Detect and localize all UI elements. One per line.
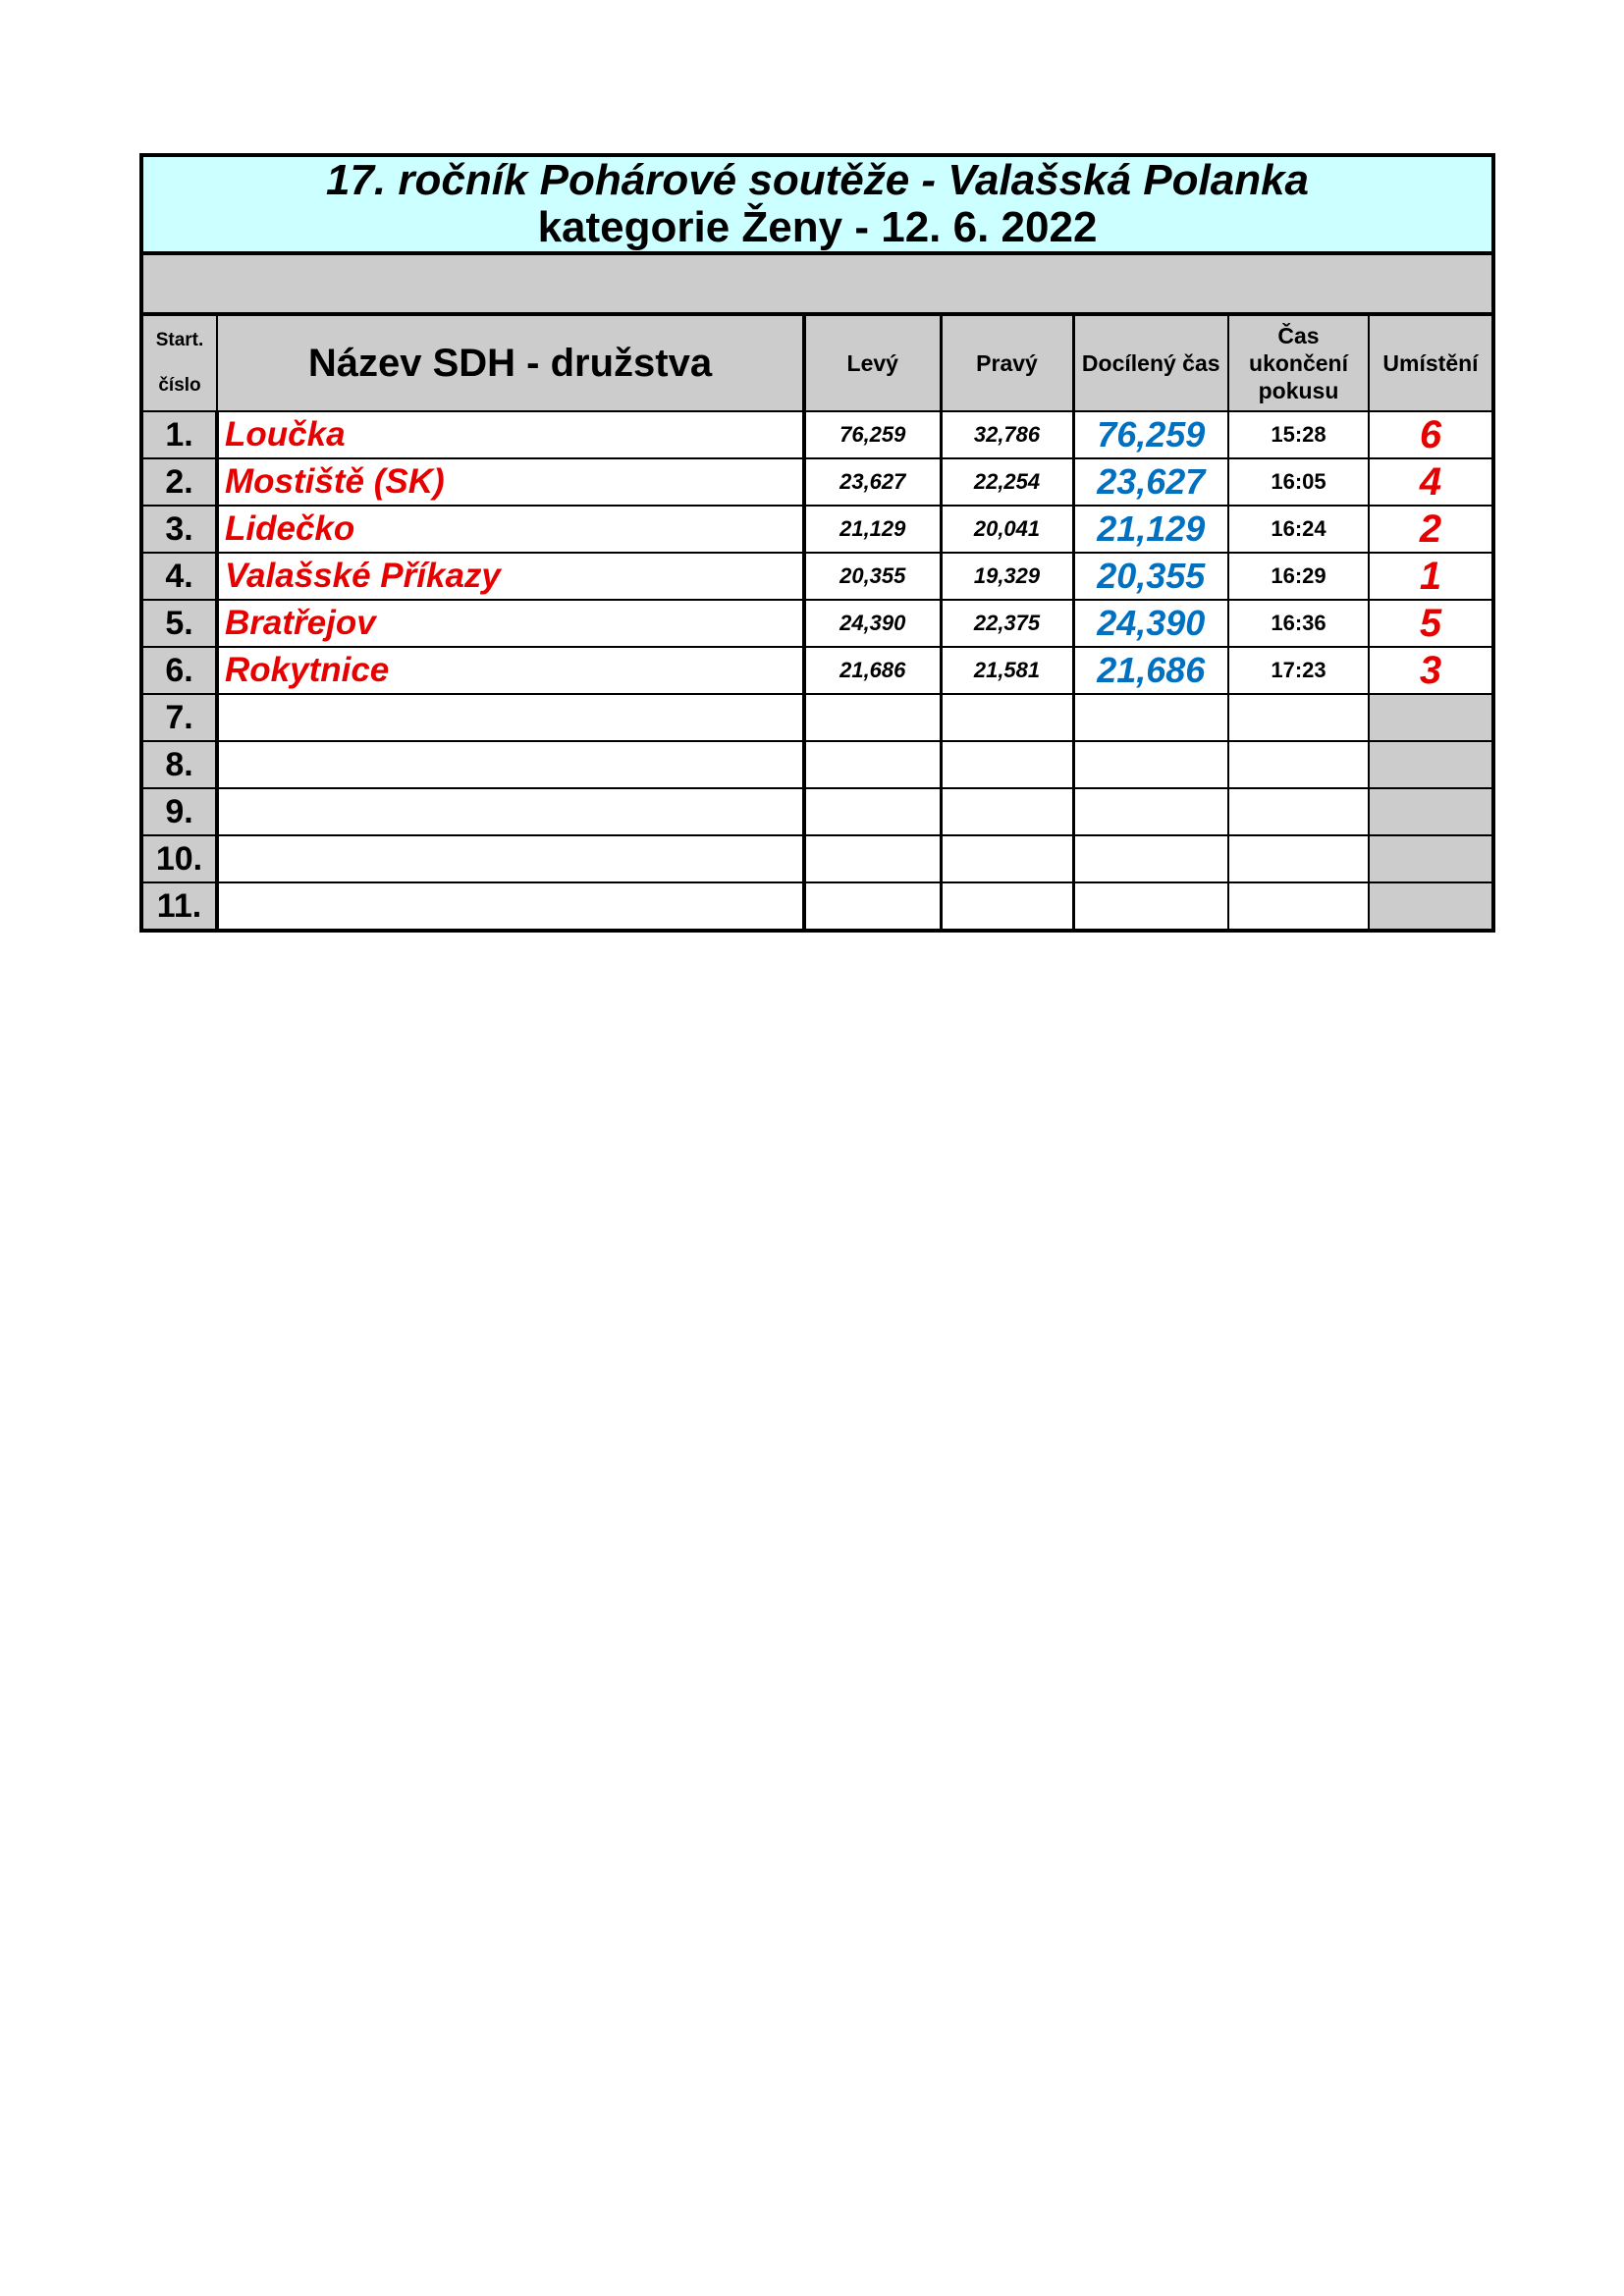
placement-cell: 2 [1369,506,1493,553]
achieved-time-cell [1073,741,1228,788]
header-end-line-1: Čas [1277,323,1320,348]
left-time-cell: 24,390 [804,600,941,647]
right-time-cell [941,882,1073,931]
left-time-cell [804,741,941,788]
placement-cell: 3 [1369,647,1493,694]
attempt-end-time-cell: 16:29 [1228,553,1369,600]
achieved-time-cell [1073,882,1228,931]
placement-cell: 1 [1369,553,1493,600]
attempt-end-time-cell [1228,741,1369,788]
placement-cell [1369,694,1493,741]
left-time-cell: 21,129 [804,506,941,553]
team-name-cell: Loučka [217,411,804,458]
attempt-end-time-cell [1228,694,1369,741]
right-time-cell [941,788,1073,835]
start-number-cell: 2. [141,458,217,506]
left-time-cell [804,882,941,931]
placement-cell [1369,882,1493,931]
right-time-cell: 19,329 [941,553,1073,600]
left-time-cell [804,694,941,741]
attempt-end-time-cell: 15:28 [1228,411,1369,458]
right-time-cell [941,741,1073,788]
achieved-time-cell: 76,259 [1073,411,1228,458]
team-name-cell: Valašské Příkazy [217,553,804,600]
achieved-time-cell: 23,627 [1073,458,1228,506]
attempt-end-time-cell [1228,882,1369,931]
table-row [141,882,1493,931]
placement-cell: 5 [1369,600,1493,647]
header-left: Levý [804,314,941,411]
grey-separator-band [141,253,1493,314]
header-team-name: Název SDH - družstva [217,314,804,411]
attempt-end-time-cell: 16:24 [1228,506,1369,553]
team-name-cell [217,835,804,882]
start-number-cell: 7. [141,694,217,741]
attempt-end-time-cell: 17:23 [1228,647,1369,694]
right-time-cell: 32,786 [941,411,1073,458]
table-row [141,741,1493,788]
right-time-cell [941,694,1073,741]
team-name-cell [217,882,804,931]
achieved-time-cell: 21,129 [1073,506,1228,553]
start-number-cell: 4. [141,553,217,600]
team-name-cell: Bratřejov [217,600,804,647]
team-name-cell: Mostiště (SK) [217,458,804,506]
team-name-cell [217,788,804,835]
title-line-2: kategorie Ženy - 12. 6. 2022 [537,203,1098,251]
left-time-cell [804,835,941,882]
header-start-line-1: Start. [155,330,204,350]
table-row [141,647,1493,694]
table-row [141,788,1493,835]
achieved-time-cell: 21,686 [1073,647,1228,694]
header-start-number [141,314,217,411]
start-number-cell: 9. [141,788,217,835]
team-name-cell [217,694,804,741]
team-name-cell: Lidečko [217,506,804,553]
page-title [141,155,1493,253]
right-time-cell: 22,375 [941,600,1073,647]
team-name-cell [217,741,804,788]
table-row [141,600,1493,647]
left-time-cell: 20,355 [804,553,941,600]
attempt-end-time-cell: 16:36 [1228,600,1369,647]
header-end-line-3: pokusu [1258,378,1339,403]
placement-cell [1369,835,1493,882]
start-number-cell: 3. [141,506,217,553]
start-number-cell: 8. [141,741,217,788]
start-number-cell: 1. [141,411,217,458]
attempt-end-time-cell [1228,835,1369,882]
table-row [141,694,1493,741]
header-placement: Umístění [1369,314,1493,411]
left-time-cell: 23,627 [804,458,941,506]
table-row [141,458,1493,506]
achieved-time-cell [1073,694,1228,741]
table-row [141,506,1493,553]
attempt-end-time-cell: 16:05 [1228,458,1369,506]
table-row [141,835,1493,882]
right-time-cell: 21,581 [941,647,1073,694]
table-row [141,553,1493,600]
start-number-cell: 5. [141,600,217,647]
placement-cell [1369,788,1493,835]
header-start-line-2: číslo [158,375,201,396]
start-number-cell: 11. [141,882,217,931]
achieved-time-cell: 24,390 [1073,600,1228,647]
left-time-cell [804,788,941,835]
team-name-cell: Rokytnice [217,647,804,694]
header-row [141,314,1493,411]
attempt-end-time-cell [1228,788,1369,835]
placement-cell: 6 [1369,411,1493,458]
start-number-cell: 6. [141,647,217,694]
achieved-time-cell: 20,355 [1073,553,1228,600]
right-time-cell: 20,041 [941,506,1073,553]
achieved-time-cell [1073,788,1228,835]
placement-cell [1369,741,1493,788]
start-number-cell: 10. [141,835,217,882]
header-end-line-2: ukončení [1249,350,1348,376]
left-time-cell: 21,686 [804,647,941,694]
header-attempt-end-time [1228,314,1369,411]
header-right: Pravý [941,314,1073,411]
left-time-cell: 76,259 [804,411,941,458]
header-achieved-time: Docílený čas [1073,314,1228,411]
right-time-cell: 22,254 [941,458,1073,506]
title-line-1: 17. ročník Pohárové soutěže - Valašská Polanka [325,156,1310,204]
table-row [141,411,1493,458]
achieved-time-cell [1073,835,1228,882]
right-time-cell [941,835,1073,882]
placement-cell: 4 [1369,458,1493,506]
results-table [139,153,1495,933]
